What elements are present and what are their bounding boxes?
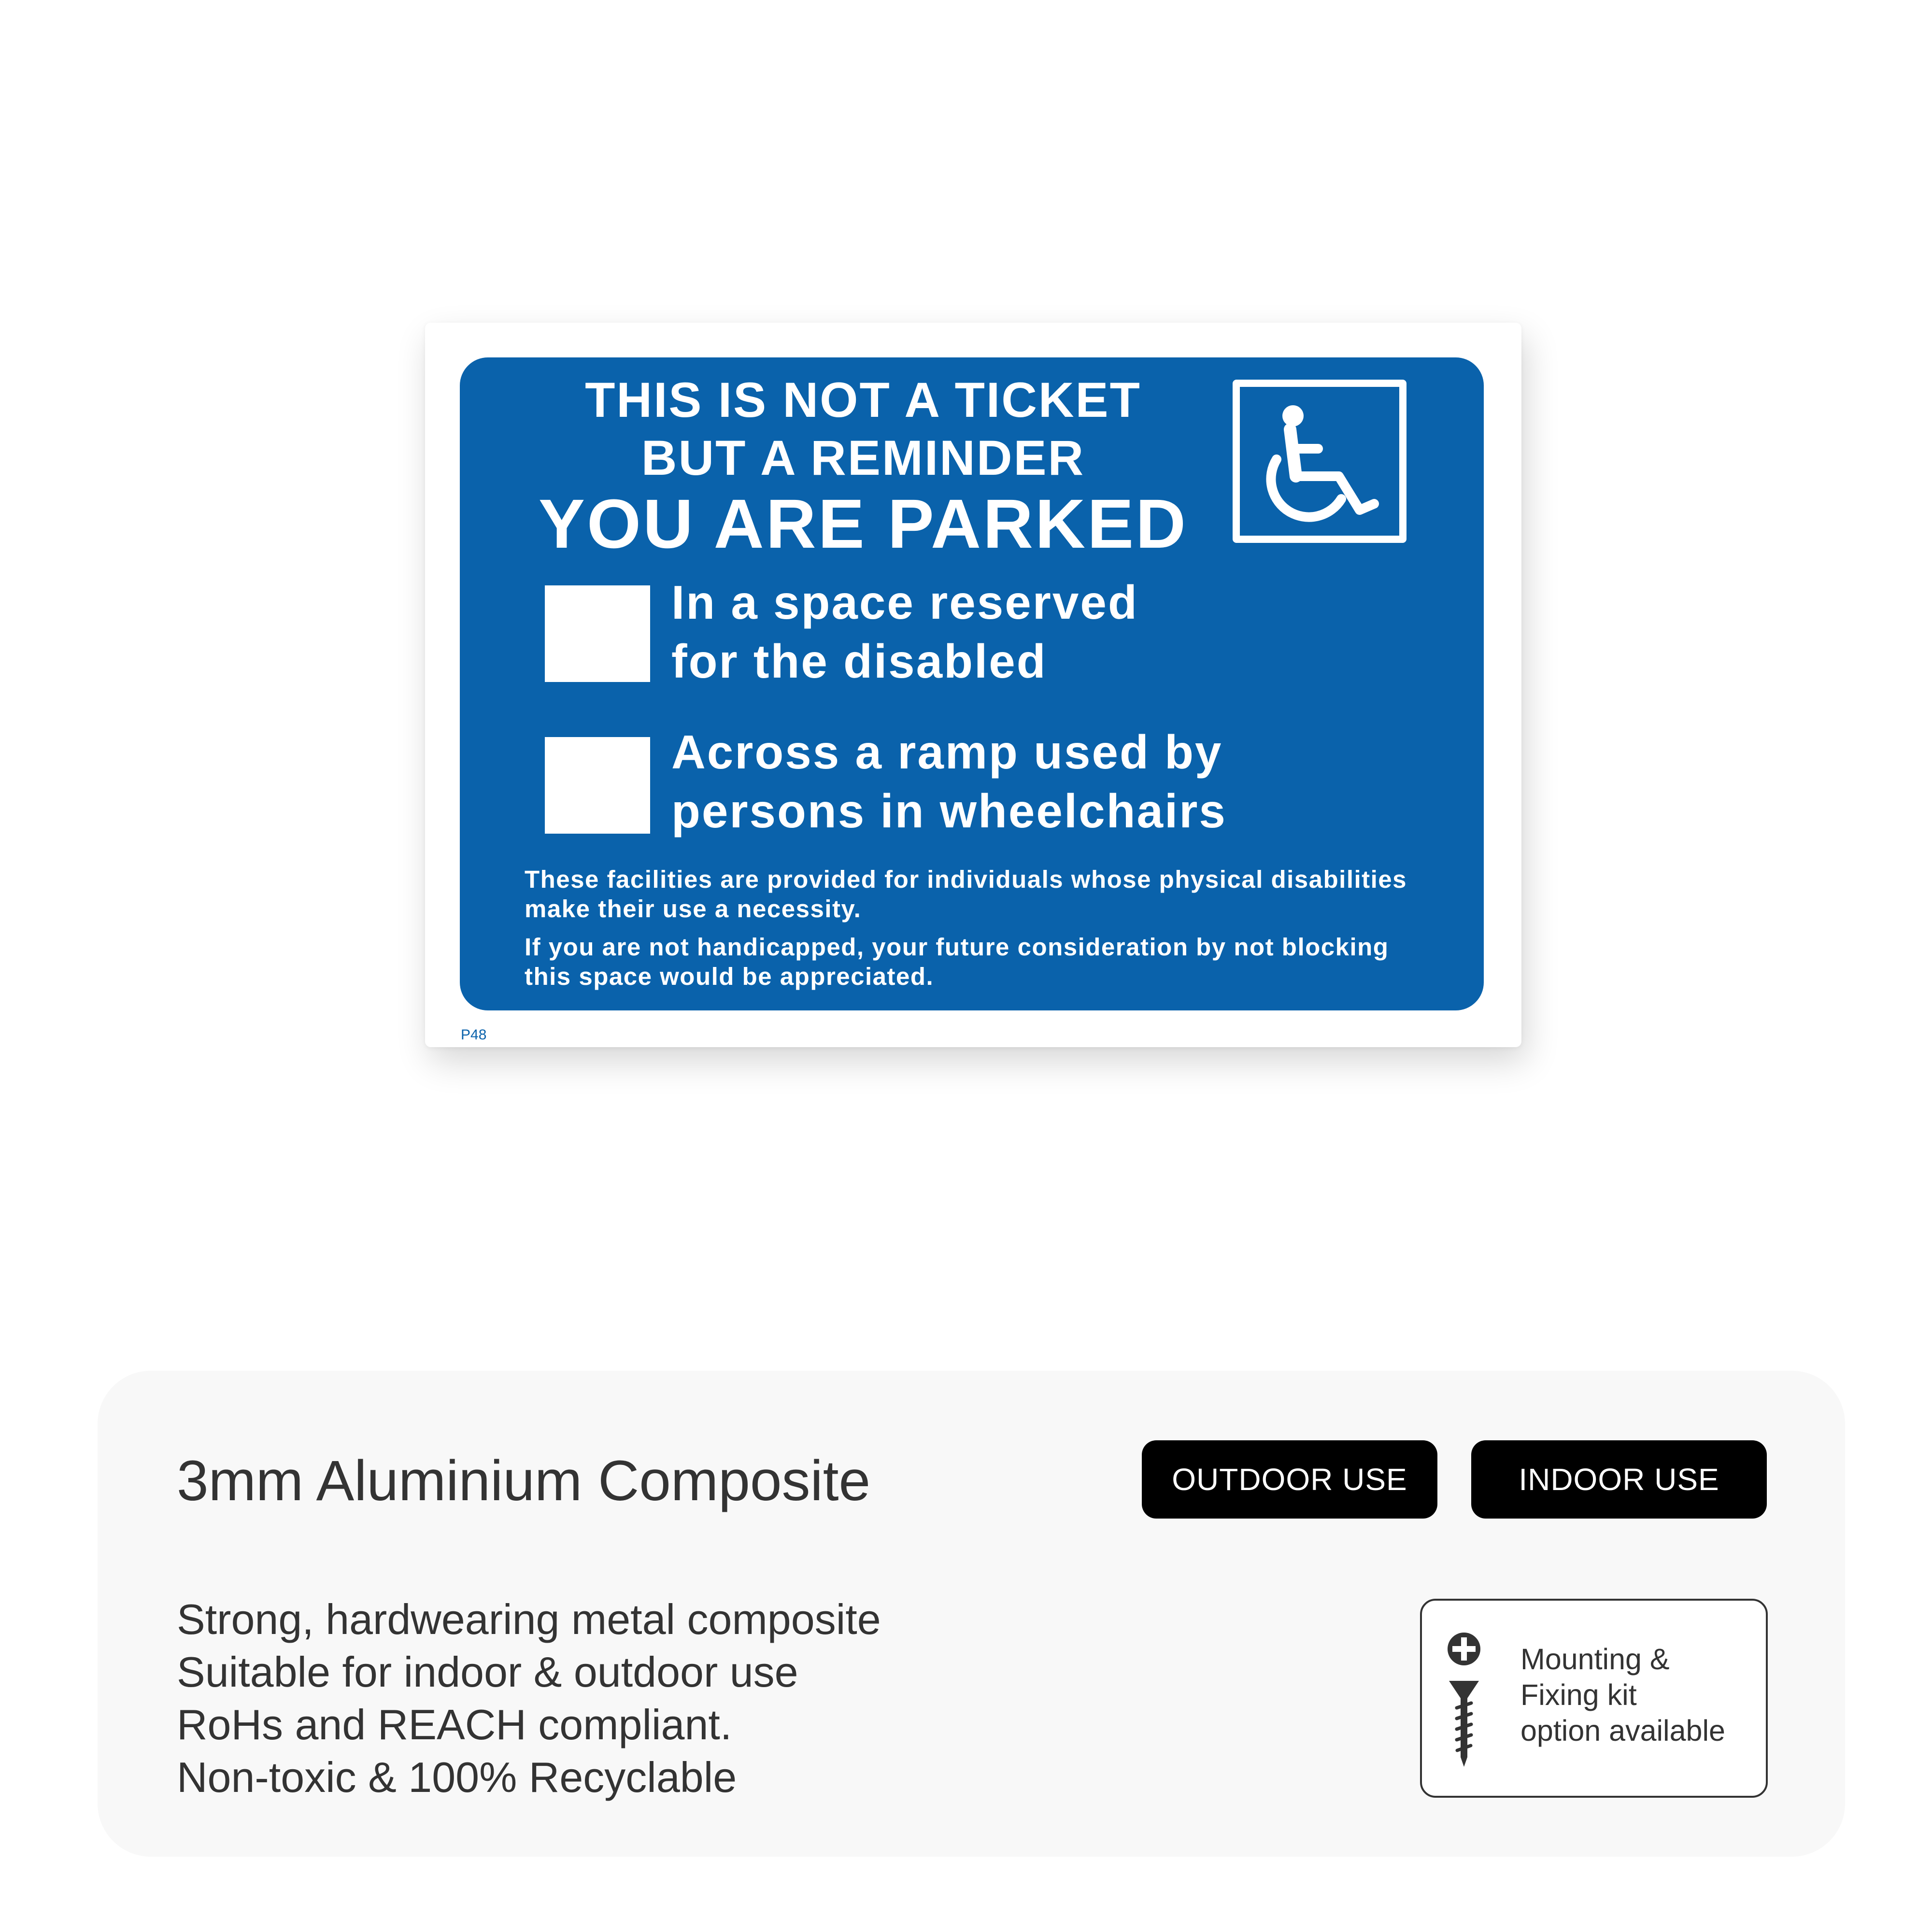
mounting-kit-box bbox=[1420, 1599, 1768, 1798]
product-code: P48 bbox=[461, 1027, 487, 1043]
feature-list bbox=[177, 1593, 881, 1804]
wheelchair-access-icon bbox=[1240, 387, 1399, 536]
feature-item: RoHs and REACH compliant. bbox=[177, 1701, 732, 1748]
sign-headline-line3: YOU ARE PARKED bbox=[538, 485, 1188, 563]
sign-note-consideration-line2: this space would be appreciated. bbox=[525, 963, 934, 990]
feature-item: Non-toxic & 100% Recyclable bbox=[177, 1753, 737, 1801]
sign-note-facilities-line1: These facilities are provided for individuals whose physical disabilities bbox=[525, 866, 1407, 893]
sign-headline-line2: BUT A REMINDER bbox=[641, 430, 1085, 485]
sign-note-facilities bbox=[525, 865, 1471, 923]
screw-icon bbox=[1442, 1631, 1486, 1771]
sign-option-ramp-line2: persons in wheelchairs bbox=[671, 784, 1227, 838]
sign-panel bbox=[460, 357, 1484, 1010]
material-title: 3mm Aluminium Composite bbox=[177, 1449, 871, 1513]
mounting-kit-text bbox=[1520, 1641, 1725, 1748]
feature-item: Strong, hardwearing metal composite bbox=[177, 1595, 881, 1643]
sign-headline-line1: THIS IS NOT A TICKET bbox=[585, 372, 1141, 427]
feature-item: Suitable for indoor & outdoor use bbox=[177, 1648, 798, 1696]
sign-option-ramp bbox=[671, 723, 1227, 840]
wheelchair-head-shape bbox=[1282, 405, 1304, 426]
sign-note-facilities-line2: make their use a necessity. bbox=[525, 895, 862, 923]
sign-option-space-line1: In a space reserved bbox=[671, 576, 1138, 629]
material-info-card bbox=[98, 1371, 1845, 1857]
mounting-kit-line3: option available bbox=[1520, 1714, 1725, 1747]
sign-option-space bbox=[671, 573, 1138, 691]
sign-note-consideration bbox=[525, 932, 1471, 991]
mounting-kit-line1: Mounting & bbox=[1520, 1643, 1670, 1676]
sign-checkbox-ramp bbox=[545, 737, 650, 834]
wheelchair-wheel-shape bbox=[1271, 459, 1341, 517]
sign-option-space-line2: for the disabled bbox=[671, 635, 1047, 688]
sign-note-consideration-line1: If you are not handicapped, your future consideration by not blocking bbox=[525, 933, 1389, 961]
sign-checkbox-space bbox=[545, 585, 650, 682]
sign-board bbox=[425, 323, 1521, 1047]
mounting-kit-line2: Fixing kit bbox=[1520, 1678, 1637, 1711]
sign-option-ramp-line1: Across a ramp used by bbox=[671, 725, 1223, 779]
indoor-use-badge: INDOOR USE bbox=[1471, 1440, 1767, 1519]
outdoor-use-badge: OUTDOOR USE bbox=[1142, 1440, 1437, 1519]
wheelchair-symbol-frame bbox=[1233, 380, 1406, 543]
